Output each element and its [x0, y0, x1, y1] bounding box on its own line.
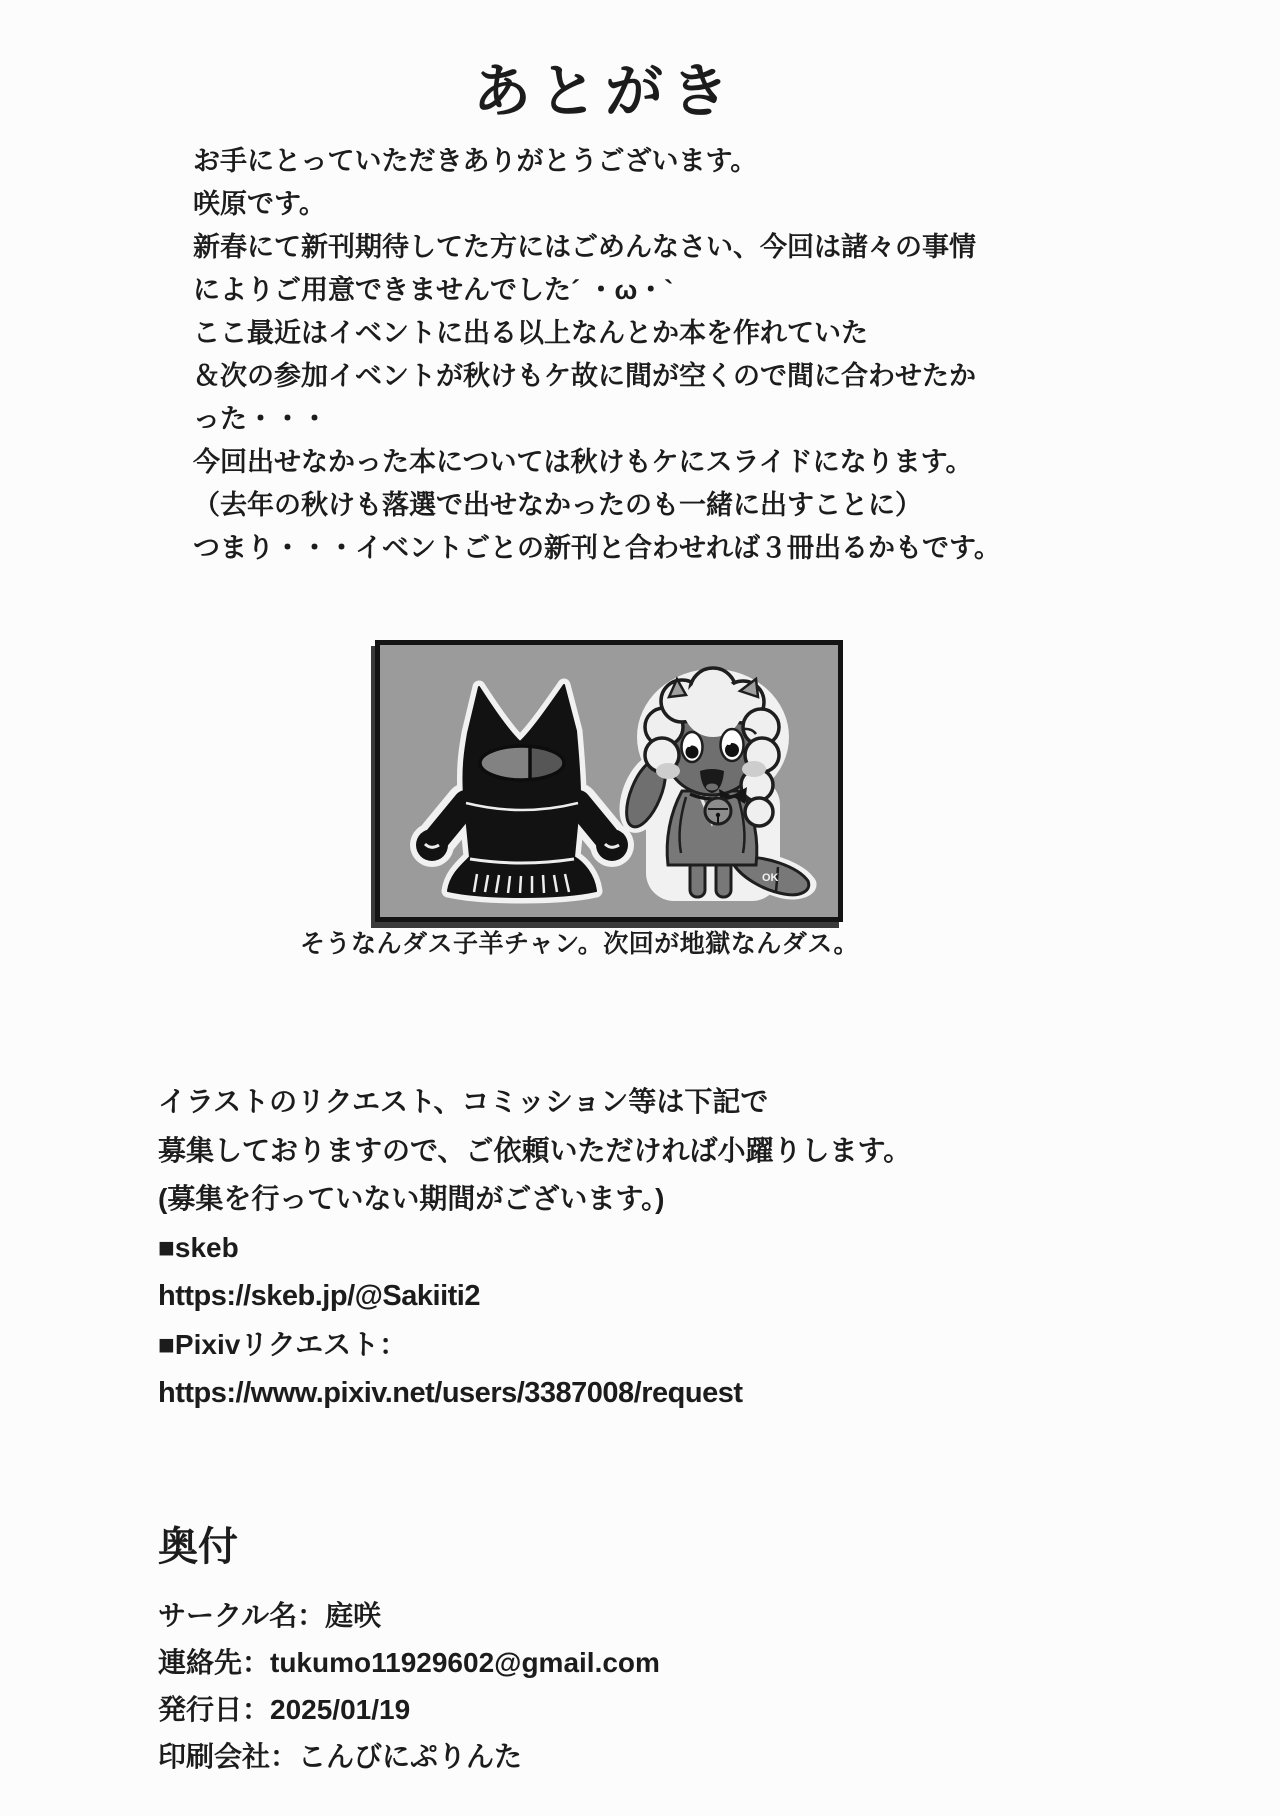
afterword-line: によりご用意できませんでした´ ・ω・` — [193, 275, 674, 305]
request-line: (募集を行っていない期間がございます。) — [158, 1183, 665, 1214]
request-line: イラストのリクエスト、コミッション等は下記で — [158, 1086, 769, 1117]
afterword-line: った・・・ — [193, 404, 328, 434]
colophon-section — [158, 1518, 660, 1780]
request-section — [158, 1078, 911, 1418]
afterword-line: 咲原です。 — [193, 189, 326, 219]
pixiv-label: ■Pixivリクエスト： — [158, 1328, 408, 1360]
afterword-line: ここ最近はイベントに出る以上なんとか本を作れていた — [193, 318, 868, 348]
skeb-label: ■skeb — [158, 1231, 239, 1263]
colophon-heading: 奥付 — [158, 1525, 238, 1569]
colophon-date: 発行日：2025/01/19 — [158, 1694, 411, 1725]
black-creature — [416, 685, 628, 897]
page-title: あとがき — [472, 59, 737, 124]
blush-mark — [656, 763, 680, 779]
afterword-line: つまり・・・イベントごとの新刊と合わせれば３冊出るかもです。 — [193, 533, 1001, 563]
pixiv-url: https://www.pixiv.net/users/3387008/request — [158, 1377, 743, 1409]
afterword-line: ＆次の参加イベントが秋けもケ故に間が空くので間に合わせたか — [193, 361, 976, 391]
illustration-panel — [375, 640, 843, 922]
afterword-paragraph — [193, 140, 1001, 570]
skeb-url: https://skeb.jp/@Sakiiti2 — [158, 1280, 480, 1312]
afterword-line: （去年の秋けも落選で出せなかったのも一緒に出すことに） — [193, 490, 922, 520]
colophon-circle: サークル名：庭咲 — [158, 1600, 382, 1631]
illustration-drawing — [380, 645, 838, 917]
creature-eye — [480, 746, 564, 780]
afterword-line: お手にとっていただきありがとうございます。 — [193, 146, 758, 176]
afterword-line: 新春にて新刊期待してた方にはごめんなさい、今回は諸々の事情 — [193, 232, 976, 262]
afterword-line: 今回出せなかった本については秋けもケにスライドになります。 — [193, 447, 973, 477]
colophon-contact: 連絡先：tukumo11929602@gmail.com — [158, 1647, 660, 1678]
artist-signature: OK — [762, 872, 779, 884]
blush-mark — [742, 761, 766, 777]
illustration-caption: そうなんダス子羊チャン。次回が地獄なんダス。 — [300, 930, 860, 958]
colophon-printer: 印刷会社：こんびにぷりんた — [158, 1741, 523, 1772]
request-line: 募集しておりますので、ご依頼いただければ小躍りします。 — [158, 1134, 912, 1166]
